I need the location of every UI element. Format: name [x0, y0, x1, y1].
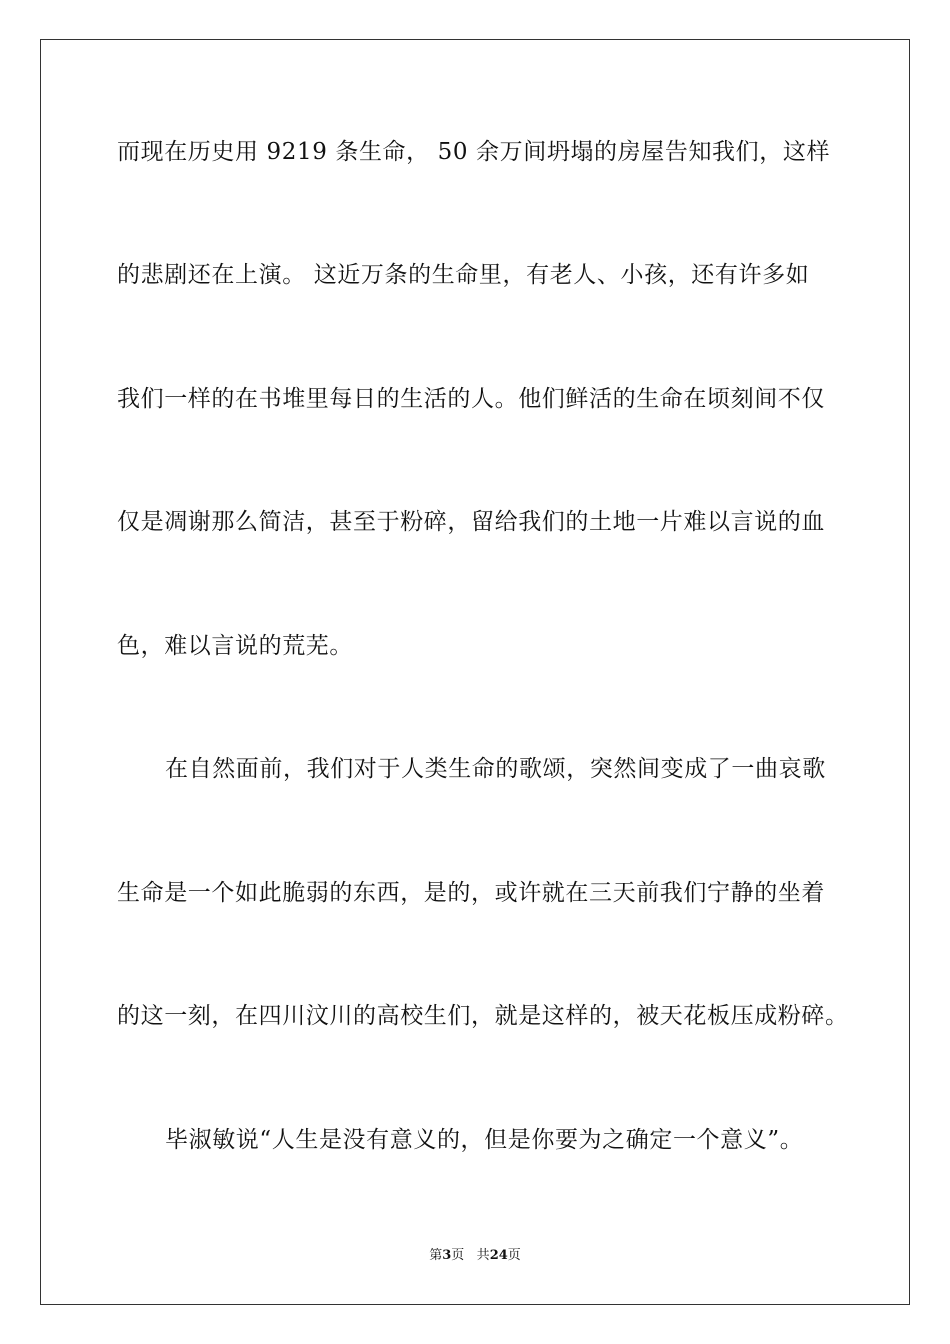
page-footer — [0, 1247, 950, 1265]
body-line-7: 生命是一个如此脆弱的东西，是的，或许就在三天前我们宁静的坐着 — [117, 880, 825, 906]
body-line-2: 的悲剧还在上演。 这近万条的生命里，有老人、小孩，还有许多如 — [117, 262, 810, 288]
body-line-6: 在自然面前，我们对于人类生命的歌颂，突然间变成了一曲哀歌 — [165, 756, 826, 782]
page-suffix: 页 — [451, 1248, 465, 1263]
page-total: 24 — [489, 1248, 508, 1263]
page-current: 3 — [442, 1248, 452, 1263]
body-line-9: 毕淑敏说“人生是没有意义的，但是你要为之确定一个意义”。 — [165, 1127, 804, 1153]
page-prefix: 第 — [429, 1248, 443, 1263]
body-line-3: 我们一样的在书堆里每日的生活的人。他们鲜活的生命在顷刻间不仅 — [117, 386, 825, 412]
body-line-8: 的这一刻，在四川汶川的高校生们，就是这样的，被天花板压成粉碎。 — [117, 1003, 849, 1029]
body-line-5: 色，难以言说的荒芜。 — [117, 633, 353, 659]
page-border — [40, 39, 910, 1305]
total-suffix: 页 — [507, 1248, 521, 1263]
body-line-1: 而现在历史用 9219 条生命， 50 余万间坍塌的房屋告知我们，这样 — [117, 139, 831, 165]
body-line-4: 仅是凋谢那么简洁，甚至于粉碎，留给我们的土地一片难以言说的血 — [117, 509, 825, 535]
total-prefix: 共 — [476, 1248, 490, 1263]
